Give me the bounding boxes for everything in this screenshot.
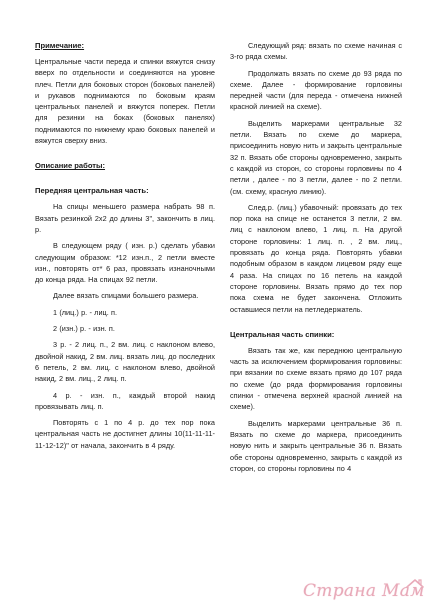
right-paragraph-neckline: Продолжать вязать по схеме до 93 ряда по схеме. Далее - формирование горловины передней части (для переда - отмечена нижней красной линией на схеме). [230, 68, 402, 112]
back-paragraph-markers: Выделить маркерами центральные 36 п. Вязать по схеме до маркера, присоединить новую нить и закрыть центральные 36 п. Вязать обе стороны одновременно, закрыть с каждой из сторон, со стороны горловины по 4 [230, 418, 402, 473]
front-paragraph-cast-on: На спицы меньшего размера набрать 98 п. Вязать резинкой 2х2 до длины 3", закончить в лиц. р. [35, 202, 215, 234]
back-section-heading: Центральная часть спинки: [230, 329, 335, 339]
back-paragraph-knit: Вязать так же, как переднюю центральную часть за исключением формирования горловины: при вязании по схеме вязать прямо до 107 ряда по схеме (до ряда формирования горловины спинки - отмечена верхней красной линией на схеме). [230, 345, 402, 412]
front-paragraph-needles: Далее вязать спицами большего размера. [53, 291, 199, 301]
pattern-row-4: 4 р. - изн. п., каждый второй накид провязывать лиц. п. [35, 390, 215, 411]
right-paragraph-decrease-row: След.р. (лиц.) убавочный: провязать до тех пор пока на спице не останется 3 петли, 2 вм. лиц с наклоном влево, 1 лиц. п. На другой стороне горловины: 1 лиц. п. , 2 вм. лиц., провязать до конца ряда. Повторять убавки подобным образом в каждом лицевом ряду еще 4 раза. На спицах по 16 петель на каждой стороне горловины. Вязать прямо до тех пор пока схема не будет закончена. Отложить оставшиеся петли на петледержатель. [230, 202, 402, 314]
pattern-row-1: 1 (лиц.) р. - лиц. п. [53, 307, 118, 317]
right-paragraph-markers: Выделить маркерами центральные 32 петли. Вязать по схеме до маркера, присоединить новую нить и закрыть центральные 32 п. Вязать обе стороны одновременно, закрыть с каждой из сторон, со стороны горловины по 4 петли , далее - по 3 петли, далее - по 2 петли. (см. схему, красную линию). [230, 118, 402, 196]
right-paragraph-next-row: Следующий ряд: вязать по схеме начиная с 3-го ряда схемы. [230, 41, 402, 62]
pattern-row-2: 2 (изн.) р. - изн. п. [53, 324, 115, 334]
pattern-row-3: 3 р. - 2 лиц. п., 2 вм. лиц. с наклоном влево, двойной накид, 2 вм. лиц. вязать лиц. до последних 6 петель, 2 вм. лиц. с наклоном влево, двойной накид, 2 вм. лиц., 2 лиц. п. [35, 340, 215, 384]
front-paragraph-decrease: В следующем ряду ( изн. р.) сделать убавки следующим образом: *12 изн.п., 2 петли вместе изн., повторять от* 6 раз, провязать изнаночными до конца ряда. На спицах 92 петли. [35, 241, 215, 285]
watermark-text: Страна Мам [303, 581, 425, 601]
front-section-heading: Передняя центральная часть: [35, 186, 149, 196]
note-heading: Примечание: [35, 41, 85, 50]
left-column [35, 40, 215, 451]
right-column [230, 40, 402, 474]
note-paragraph: Центральные части переда и спинки вяжутся снизу вверх по отдельности и соединяются на уровне плеч. Петли для боковых сторон (боковых панелей) и рукавов поднимаются по боковым краям центральных панелей и вяжутся поперек. Петли для резинки на боках (боковых панелях) поднимаются по нижнему краю боковых панелей и вяжутся сверху вниз. [35, 57, 215, 146]
front-paragraph-repeat: Повторять с 1 по 4 р. до тех пор пока центральная часть не достигнет длины 10(11-11-11-11-12-12)" от начала, закончить в 4 ряду. [35, 418, 215, 450]
description-heading: Описание работы: [35, 161, 106, 171]
site-watermark [299, 578, 427, 606]
